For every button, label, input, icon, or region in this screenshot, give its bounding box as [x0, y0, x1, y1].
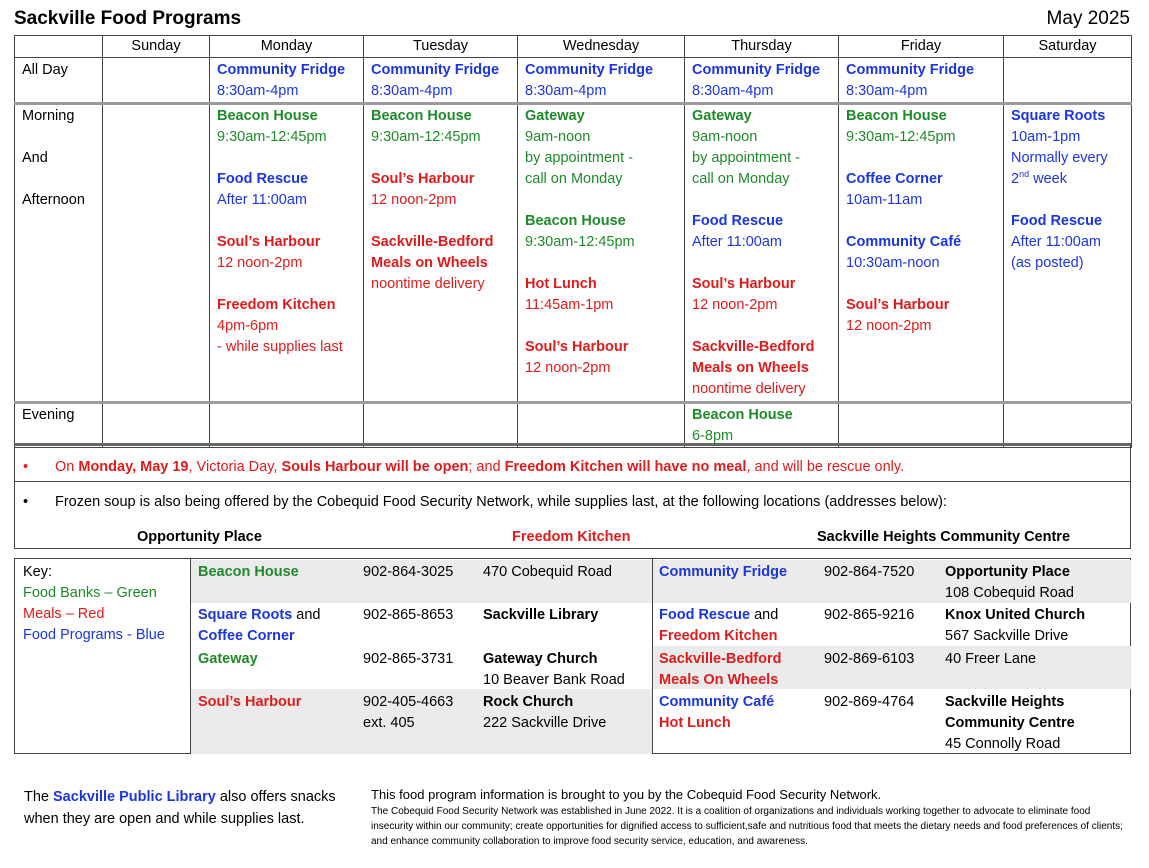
program-name: Food Rescue [217, 171, 309, 187]
row-label-day [15, 104, 103, 403]
program-name: Beacon House [371, 108, 472, 124]
key-address: Opportunity Place [945, 564, 1070, 580]
program-time: 9:30am-12:45pm [846, 129, 956, 145]
row-label-and: And [22, 150, 48, 166]
program-time: 9am-noon [692, 129, 758, 145]
cell-wednesday-day [518, 104, 685, 403]
library-link[interactable]: Sackville Public Library [53, 789, 216, 805]
program-name: Soul’s Harbour [846, 297, 950, 313]
program-name: Soul’s Harbour [525, 339, 629, 355]
program-note: by appointment - [692, 150, 801, 166]
row-label-all-day: All Day [15, 58, 103, 104]
program-name: Soul’s Harbour [692, 276, 796, 292]
program-name: Beacon House [692, 407, 793, 423]
program-name: Gateway [692, 108, 752, 124]
program-name: Coffee Corner [846, 171, 943, 187]
key-phone-ext: ext. 405 [363, 715, 415, 731]
day-header: Wednesday [518, 36, 685, 58]
program-name: Community Café [846, 234, 962, 250]
key-address-2: 45 Connolly Road [945, 736, 1061, 752]
row-label-afternoon: Afternoon [22, 192, 85, 208]
key-address: 470 Cobequid Road [483, 564, 612, 580]
key-table [14, 558, 1131, 754]
key-green: Food Banks – Green [23, 585, 157, 601]
program-time: 10am-1pm [1011, 129, 1081, 145]
schedule-table [14, 35, 1132, 448]
program-time: noontime delivery [371, 276, 485, 292]
program-name: Community Fridge [692, 62, 821, 78]
key-blue: Food Programs - Blue [23, 627, 165, 643]
program-time: After 11:00am [217, 192, 308, 208]
evening-row [15, 403, 1132, 448]
cell-tuesday-allday [364, 58, 518, 104]
all-day-row [15, 58, 1132, 104]
program-name: Community Fridge [846, 62, 975, 78]
cell-friday-allday [839, 58, 1004, 104]
program-time: 12 noon-2pm [371, 192, 457, 208]
program-time: After 11:00am [1011, 234, 1102, 250]
cell-thursday-allday [685, 58, 839, 104]
bullet: • [23, 459, 29, 475]
program-name: Beacon House [525, 213, 626, 229]
key-address: 40 Freer Lane [945, 651, 1037, 667]
program-note: - while supplies last [217, 339, 343, 355]
key-address: Knox United Church [945, 607, 1086, 623]
program-name-2: Meals on Wheels [692, 360, 809, 376]
program-name: Food Rescue [692, 213, 784, 229]
key-address: Sackville Library [483, 607, 599, 623]
program-time: 4pm-6pm [217, 318, 279, 334]
day-header: Friday [839, 36, 1004, 58]
cell-monday-allday [210, 58, 364, 104]
soup-location: Opportunity Place [137, 529, 262, 545]
key-org-name: Food Rescue and [659, 607, 779, 623]
key-org-name: Gateway [198, 651, 258, 667]
key-org-name-2: Coffee Corner [198, 628, 295, 644]
key-title: Key: [23, 564, 53, 580]
cell-thursday-evening [685, 403, 839, 448]
soup-location: Sackville Heights Community Centre [817, 529, 1071, 545]
key-org-name: Square Roots and [198, 607, 321, 623]
program-time: 10:30am-noon [846, 255, 940, 271]
program-time: 8:30am-4pm [371, 83, 453, 99]
program-note: Normally every [1011, 150, 1108, 166]
key-phone: 902-864-3025 [363, 564, 454, 580]
page-title: Sackville Food Programs [14, 8, 242, 29]
cell-saturday-evening [1004, 403, 1132, 448]
key-phone: 902-864-7520 [824, 564, 915, 580]
program-time: 8:30am-4pm [217, 83, 299, 99]
program-name: Beacon House [217, 108, 318, 124]
day-row [15, 104, 1132, 403]
program-name: Soul’s Harbour [217, 234, 321, 250]
key-phone: 902-405-4663 [363, 694, 454, 710]
key-org-name: Sackville-Bedford [659, 651, 782, 667]
program-time: 6-8pm [692, 428, 734, 444]
program-name: Community Fridge [371, 62, 500, 78]
program-time: 9:30am-12:45pm [217, 129, 327, 145]
key-org-name: Community Café [659, 694, 775, 710]
program-time: 12 noon-2pm [217, 255, 303, 271]
cell-saturday-day [1004, 104, 1132, 403]
program-time: 10am-11am [846, 192, 923, 208]
program-time: 9am-noon [525, 129, 591, 145]
key-phone: 902-865-3731 [363, 651, 454, 667]
key-address: Sackville Heights [945, 694, 1065, 710]
cell-sunday-evening [103, 403, 210, 448]
key-phone: 902-865-9216 [824, 607, 915, 623]
footer-library-note: The Sackville Public Library also offers snacks when they are open and while supplies last. [24, 789, 336, 827]
key-address-2: 567 Sackville Drive [945, 628, 1069, 644]
row-label-morning: Morning [22, 108, 75, 124]
program-time: 9:30am-12:45pm [371, 129, 481, 145]
key-address: Gateway Church [483, 651, 598, 667]
cell-monday-day [210, 104, 364, 403]
key-address-2: 108 Cobequid Road [945, 585, 1074, 601]
program-name: Sackville-Bedford [692, 339, 815, 355]
cell-friday-evening [839, 403, 1004, 448]
program-time: 12 noon-2pm [525, 360, 611, 376]
soup-location: Freedom Kitchen [512, 529, 631, 545]
cell-monday-evening [210, 403, 364, 448]
key-phone: 902-869-6103 [824, 651, 915, 667]
row-label-evening: Evening [15, 403, 103, 448]
program-name: Community Fridge [525, 62, 654, 78]
program-time: 8:30am-4pm [525, 83, 607, 99]
footer-small-text: The Cobequid Food Security Network was established in June 2022. It is a coalition of organizations and individuals working together to advocate to eliminate food insecurity within our community; create opportunities for dignified access to sufficient,safe and nutritious food that meets the dietary needs and food preferences of clients; and enhance community collaboration to improve food security service, education, and awareness. [371, 806, 1123, 847]
program-time: 8:30am-4pm [846, 83, 928, 99]
cell-tuesday-day [364, 104, 518, 403]
footer-main-text: This food program information is brought to you by the Cobequid Food Security Network. [371, 787, 882, 802]
cell-tuesday-evening [364, 403, 518, 448]
key-address-2: 222 Sackville Drive [483, 715, 607, 731]
key-red: Meals – Red [23, 606, 105, 622]
program-name: Sackville-Bedford [371, 234, 494, 250]
corner-cell [15, 36, 103, 58]
program-name: Square Roots [1011, 108, 1106, 124]
key-phone: 902-869-4764 [824, 694, 915, 710]
key-org-name: Community Fridge [659, 564, 788, 580]
cell-wednesday-evening [518, 403, 685, 448]
cell-friday-day [839, 104, 1004, 403]
day-header: Tuesday [364, 36, 518, 58]
day-header: Saturday [1004, 36, 1132, 58]
day-header: Monday [210, 36, 364, 58]
notes-box: • On Monday, May 19, Victoria Day, Souls Harbour will be open; and Freedom Kitchen will have no meal, and will be rescue only. • Frozen soup is also being offered by the Cobequid Food Security Network, while supplies last, at the following locations (addresses below): Opportunity Place Freedom Kitchen Sackville Heights Community Centre [14, 443, 1131, 549]
program-name: Freedom Kitchen [217, 297, 336, 313]
key-org-name-2: Hot Lunch [659, 715, 731, 731]
cell-thursday-day [685, 104, 839, 403]
program-name: Soul’s Harbour [371, 171, 475, 187]
program-name: Hot Lunch [525, 276, 597, 292]
program-time: After 11:00am [692, 234, 783, 250]
key-org-name-2: Meals On Wheels [659, 672, 779, 688]
program-time: 8:30am-4pm [692, 83, 774, 99]
program-name: Food Rescue [1011, 213, 1103, 229]
month-label: May 2025 [1046, 8, 1130, 29]
program-time: 11:45am-1pm [525, 297, 614, 313]
program-name: Beacon House [846, 108, 947, 124]
program-note: call on Monday [525, 171, 623, 187]
program-time: noontime delivery [692, 381, 806, 397]
program-note: 2nd week [1011, 169, 1067, 187]
key-org-name: Beacon House [198, 564, 299, 580]
program-time: 9:30am-12:45pm [525, 234, 635, 250]
footer-about [371, 786, 1131, 849]
cell-sunday-day [103, 104, 210, 403]
day-header: Thursday [685, 36, 839, 58]
program-time: 12 noon-2pm [846, 318, 932, 334]
key-phone: 902-865-8653 [363, 607, 454, 623]
cell-sunday-allday [103, 58, 210, 104]
program-note: call on Monday [692, 171, 790, 187]
key-address: Rock Church [483, 694, 574, 710]
key-address-b: Community Centre [945, 715, 1075, 731]
cell-wednesday-allday [518, 58, 685, 104]
key-legend [23, 562, 193, 646]
key-org-name-2: Freedom Kitchen [659, 628, 778, 644]
bullet: • [23, 494, 29, 510]
day-header: Sunday [103, 36, 210, 58]
program-note: (as posted) [1011, 255, 1084, 271]
day-header-row [15, 36, 1132, 58]
program-name-2: Meals on Wheels [371, 255, 488, 271]
key-address-2: 10 Beaver Bank Road [483, 672, 625, 688]
key-org-name: Soul’s Harbour [198, 694, 302, 710]
program-name: Community Fridge [217, 62, 346, 78]
program-note: by appointment - [525, 150, 634, 166]
cell-saturday-allday [1004, 58, 1132, 104]
program-time: 12 noon-2pm [692, 297, 778, 313]
program-name: Gateway [525, 108, 585, 124]
